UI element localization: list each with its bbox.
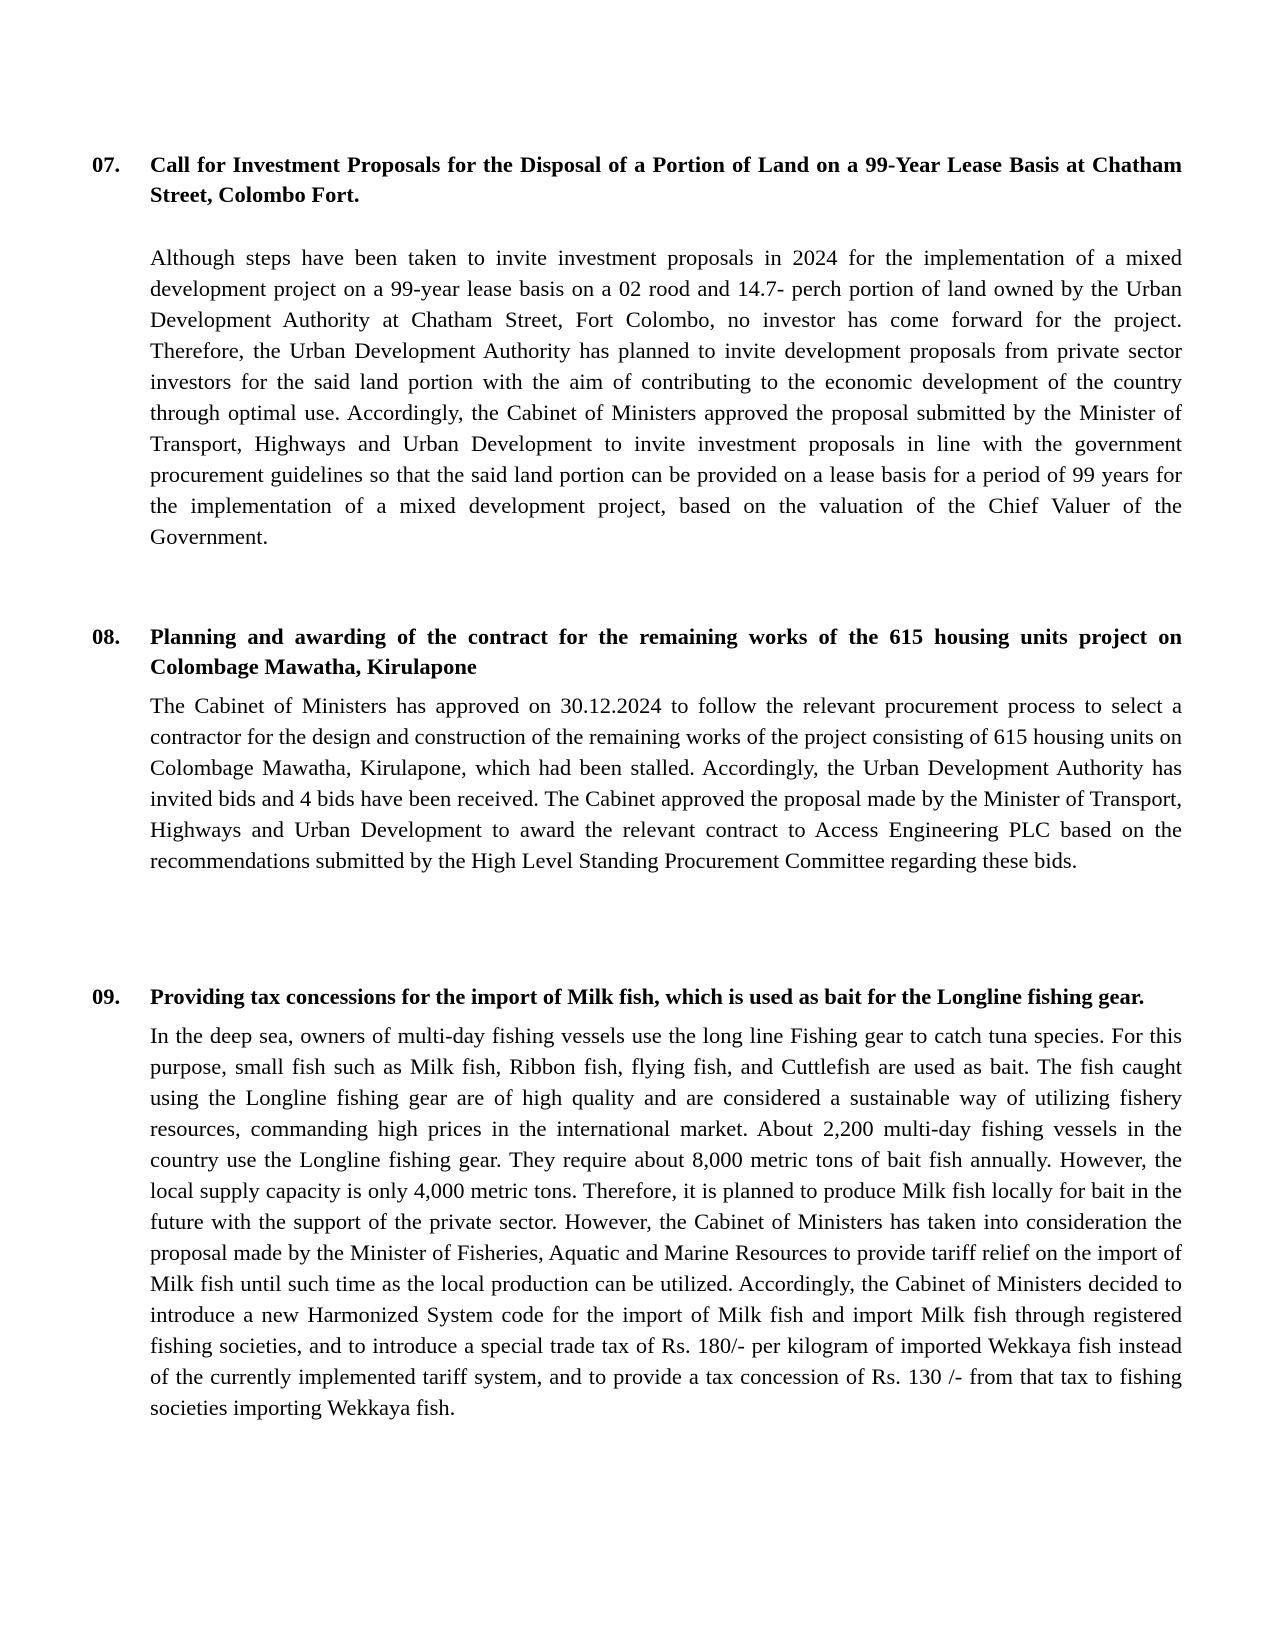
section-08 [92,622,1182,876]
section-number: 08. [92,624,121,649]
section-body: The Cabinet of Ministers has approved on 30.12.2024 to follow the relevant procurement process to select a contractor for the design and construction of the remaining works of the project consisting of 615 housing units on Colombage Mawatha, Kirulapone, which had been stalled. Accordingly, the Urban Development Authority has invited bids and 4 bids have been received. The Cabinet approved the proposal made by the Minister of Transport, Highways and Urban Development to award the relevant contract to Access Engineering PLC based on the recommendations submitted by the High Level Standing Procurement Committee regarding these bids. [150,693,1182,873]
section-title: Call for Investment Proposals for the Disposal of a Portion of Land on a 99-Year Lease Basis at Chatham Street, Colombo Fort. [150,152,1182,207]
section-body: Although steps have been taken to invite investment proposals in 2024 for the implementation of a mixed development project on a 99-year lease basis on a 02 rood and 14.7- perch portion of land owned by the Urban Development Authority at Chatham Street, Fort Colombo, no investor has come forward for the project. Therefore, the Urban Development Authority has planned to invite development proposals from private sector investors for the said land portion with the aim of contributing to the economic development of the country through optimal use. Accordingly, the Cabinet of Ministers approved the proposal submitted by the Minister of Transport, Highways and Urban Development to invite investment proposals in line with the government procurement guidelines so that the said land portion can be provided on a lease basis for a period of 99 years for the implementation of a mixed development project, based on the valuation of the Chief Valuer of the Government. [150,245,1182,549]
section-number: 07. [92,152,121,177]
section-title: Planning and awarding of the contract for the remaining works of the 615 housing units project on Colombage Mawatha, Kirulapone [150,624,1182,679]
section-07 [92,150,1182,552]
section-title: Providing tax concessions for the import of Milk fish, which is used as bait for the Longline fishing gear. [150,984,1145,1009]
section-09 [92,982,1182,1423]
section-number: 09. [92,984,121,1009]
section-body: In the deep sea, owners of multi-day fishing vessels use the long line Fishing gear to catch tuna species. For this purpose, small fish such as Milk fish, Ribbon fish, flying fish, and Cuttlefish are used as bait. The fish caught using the Longline fishing gear are of high quality and are considered a sustainable way of utilizing fishery resources, commanding high prices in the international market. About 2,200 multi-day fishing vessels in the country use the Longline fishing gear. They require about 8,000 metric tons of bait fish annually. However, the local supply capacity is only 4,000 metric tons. Therefore, it is planned to produce Milk fish locally for bait in the future with the support of the private sector. However, the Cabinet of Ministers has taken into consideration the proposal made by the Minister of Fisheries, Aquatic and Marine Resources to provide tariff relief on the import of Milk fish until such time as the local production can be utilized. Accordingly, the Cabinet of Ministers decided to introduce a new Harmonized System code for the import of Milk fish and import Milk fish through registered fishing societies, and to introduce a special trade tax of Rs. 180/- per kilogram of imported Wekkaya fish instead of the currently implemented tariff system, and to provide a tax concession of Rs. 130 /- from that tax to fishing societies importing Wekkaya fish. [150,1023,1182,1420]
